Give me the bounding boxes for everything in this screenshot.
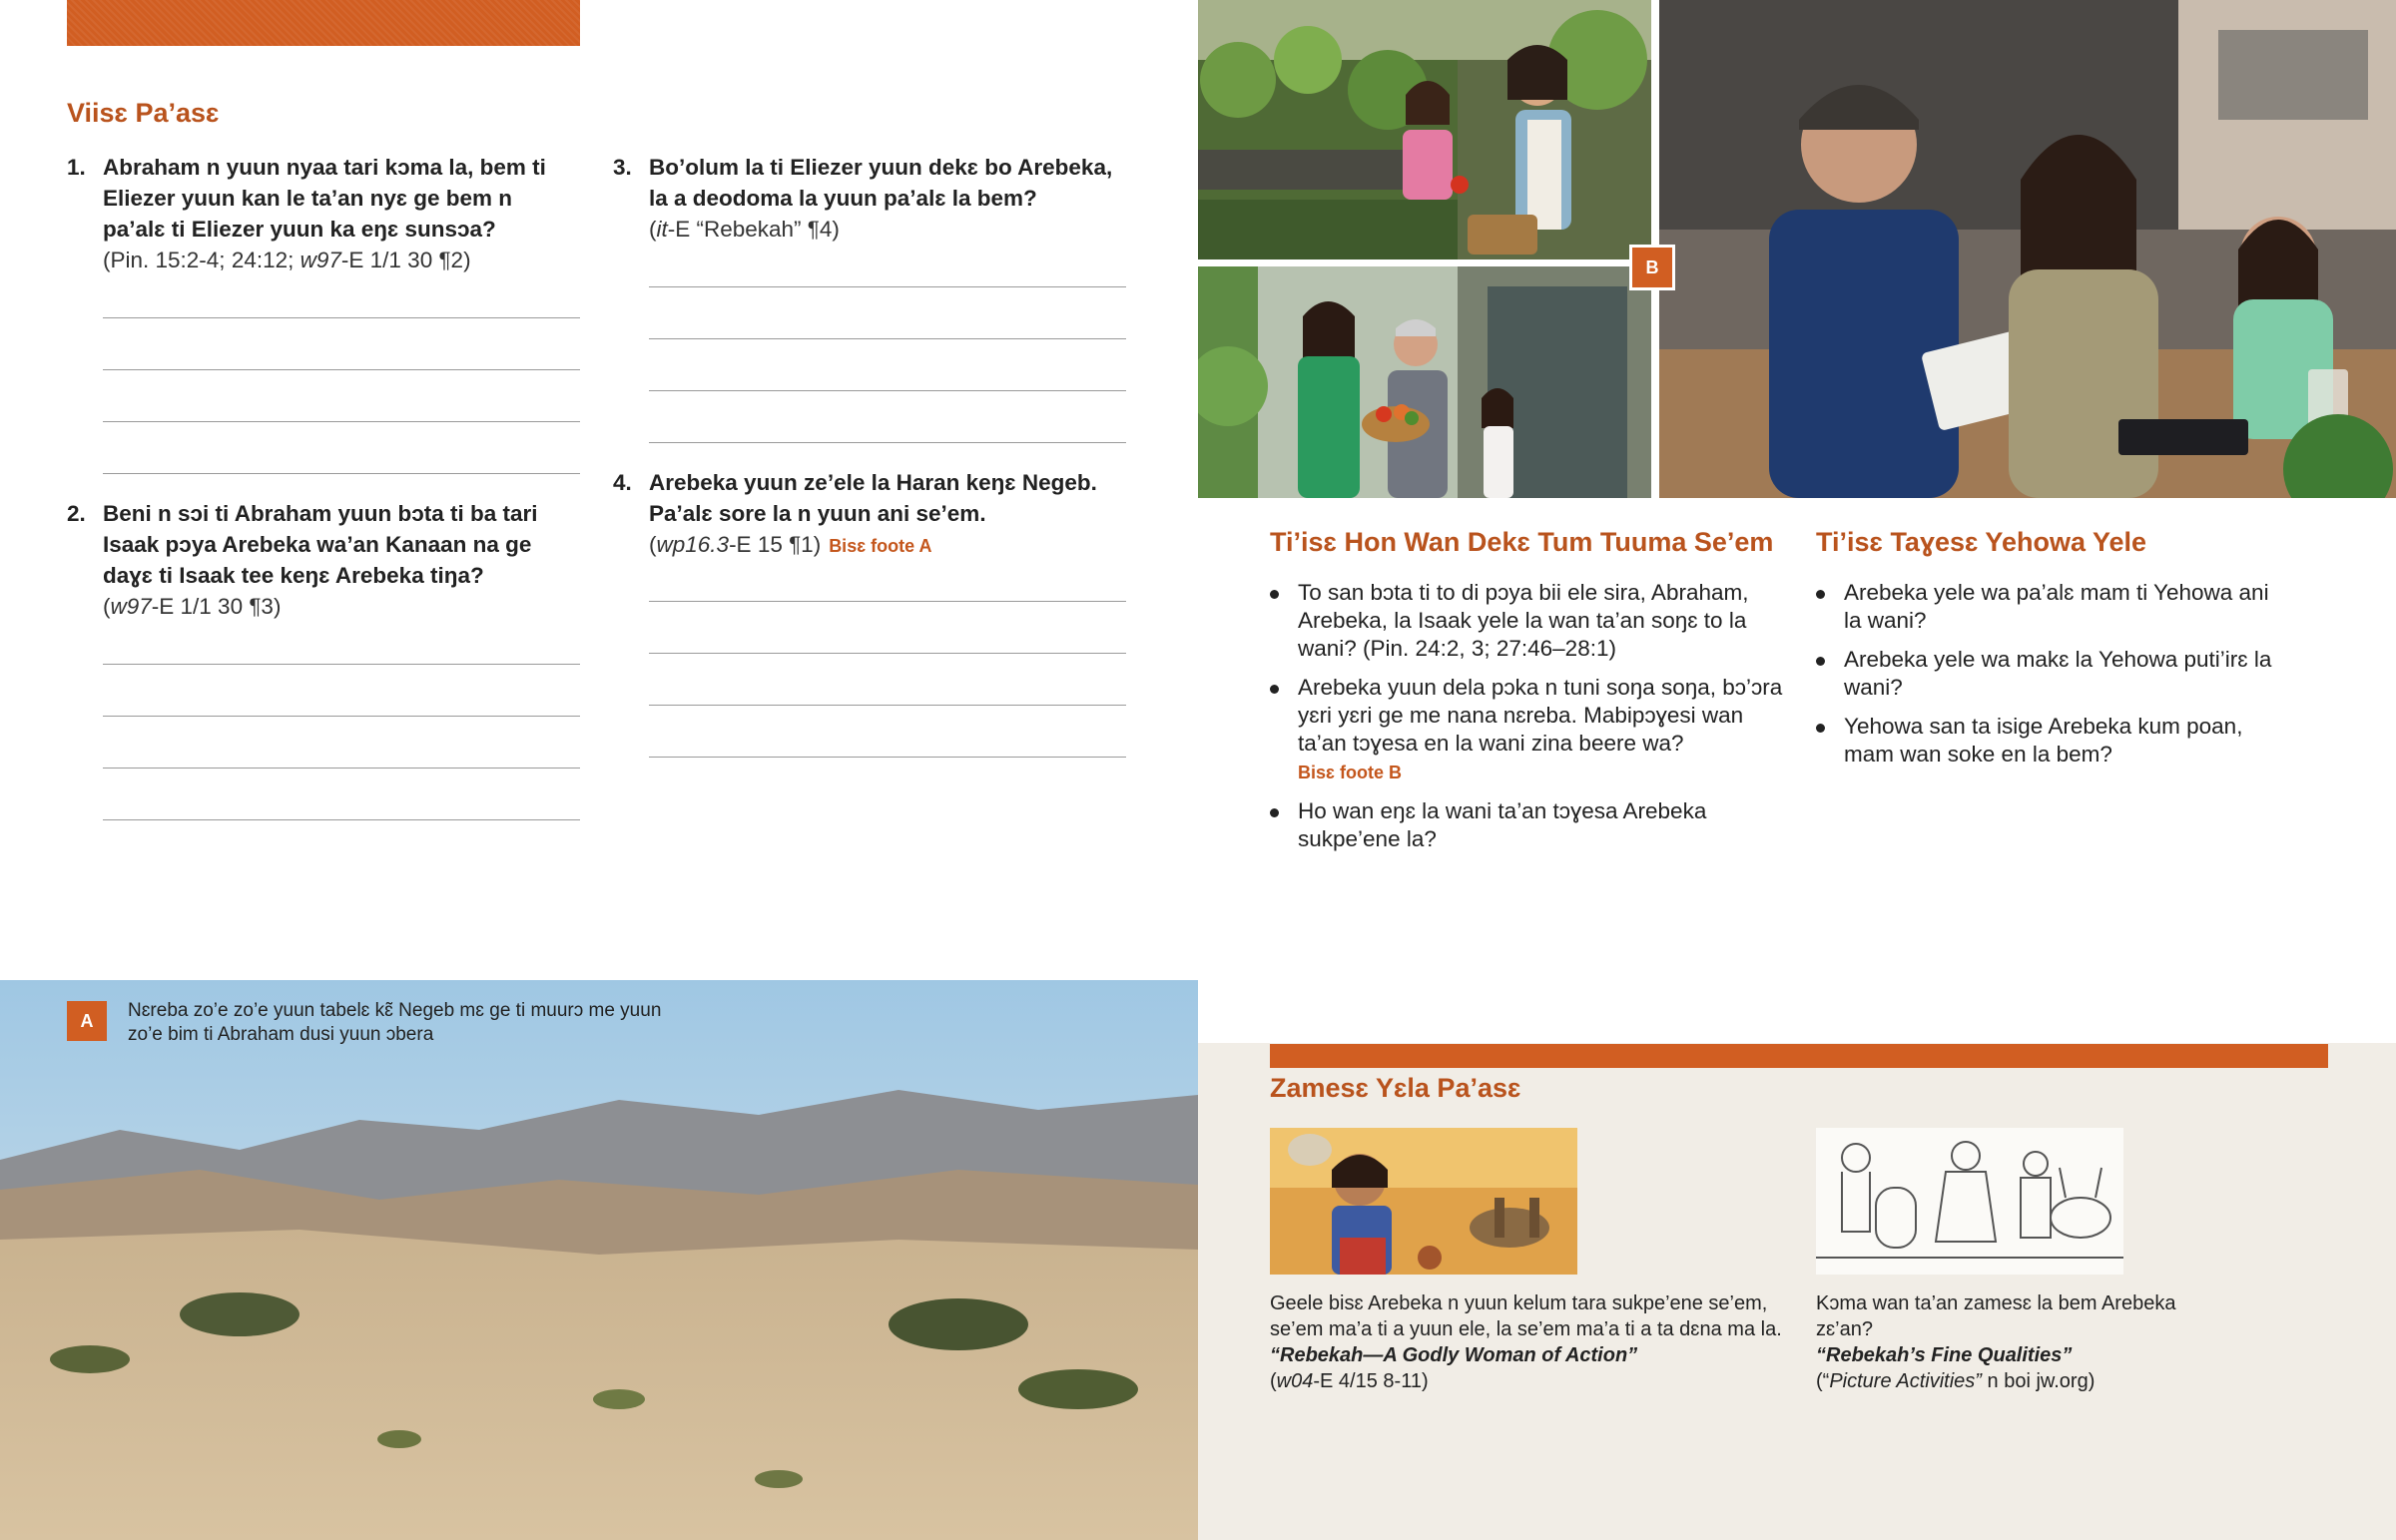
discussion-list: [1270, 579, 1789, 864]
coloring-page-illustration: [1816, 1128, 2123, 1275]
list-item: Ho wan eŋɛ la wani ta’an tɔɣesa Arebeka sukpe’ene la?: [1270, 797, 1789, 853]
doorway-illustration: [1198, 266, 1651, 498]
research-item-2: [1816, 1290, 2235, 1394]
learn-list: [1816, 579, 2285, 779]
research-accent-bar: [1270, 1044, 2328, 1068]
answer-line[interactable]: [649, 286, 1126, 287]
question-text: Arebeka yuun ze’ele la Haran keŋɛ Negeb. Pa’alɛ sore la n yuun ani se’em.: [649, 470, 1097, 526]
answer-line[interactable]: [649, 442, 1126, 443]
research-reference: (w04-E 4/15 8-11): [1270, 1370, 1429, 1392]
research-article-title[interactable]: “Rebekah—A Godly Woman of Action”: [1270, 1344, 1638, 1366]
question-number: 4.: [613, 470, 632, 495]
list-item: To san bɔta ti to di pɔya bii ele sira, Abraham, Arebeka, la Isaak yele la wan ta’an soŋɛ to la wani? (Pin. 24:2, 3; 27:46–28:1): [1270, 579, 1789, 663]
section-title-research: Zamesɛ Yɛla Pa’asɛ: [1270, 1073, 1521, 1103]
answer-line[interactable]: [649, 705, 1126, 706]
answer-line[interactable]: [649, 601, 1126, 602]
research-item-1: [1270, 1290, 1789, 1394]
answer-line[interactable]: [649, 757, 1126, 758]
photo-grandmother-doorway: [1198, 266, 1651, 498]
answer-line[interactable]: [649, 390, 1126, 391]
research-description: Geele bisɛ Arebeka n yuun kelum tara sukpe’ene se’em, se’em ma’a ti a yuun ele, la se’em ma’a ti a ta dɛna ma la.: [1270, 1292, 1782, 1340]
question-4: [613, 467, 1132, 562]
thumbnail-picture-activity[interactable]: [1816, 1128, 2123, 1275]
see-picture-b-link[interactable]: Bisɛ foote B: [1298, 763, 1402, 782]
question-reference: (it-E “Rebekah” ¶4): [649, 217, 840, 242]
question-text: Beni n sɔi ti Abraham yuun bɔta ti ba tari Isaak pɔya Arebeka wa’an Kanaan na ge daɣɛ ti Isaak tee keŋɛ Arebeka tiŋa?: [103, 501, 538, 588]
list-item: Arebeka yuun dela pɔka n tuni soŋa soŋa, bɔ’ɔra yɛri yɛri ge me nana nɛreba. Mabipɔɣesi wan ta’an tɔɣesa en la wani zina beere wa? Bisɛ foote B: [1270, 674, 1789, 786]
question-reference: (w97-E 1/1 30 ¶3): [103, 594, 282, 619]
photo-garden-mother-daughter: [1198, 0, 1651, 259]
question-2: [67, 498, 566, 622]
garden-illustration: [1198, 0, 1651, 259]
question-3: [613, 152, 1132, 245]
section-title-review: Viisɛ Pa’asɛ: [67, 98, 220, 128]
question-number: 2.: [67, 501, 86, 526]
question-number: 1.: [67, 155, 86, 180]
answer-line[interactable]: [103, 317, 580, 318]
answer-line[interactable]: [649, 338, 1126, 339]
question-reference: (Pin. 15:2-4; 24:12; w97-E 1/1 30 ¶2): [103, 248, 471, 272]
list-item: Arebeka yele wa makɛ la Yehowa puti’irɛ la wani?: [1816, 646, 2285, 702]
answer-line[interactable]: [103, 716, 580, 717]
question-1: [67, 152, 566, 275]
answer-line[interactable]: [103, 369, 580, 370]
section-title-learn-jehovah: Ti’isɛ Taɣesɛ Yehowa Yele: [1816, 527, 2147, 557]
picture-label-b: B: [1629, 245, 1675, 290]
photo-negeb-desert: [0, 980, 1198, 1540]
answer-line[interactable]: [649, 653, 1126, 654]
list-item: Yehowa san ta isige Arebeka kum poan, mam wan soke en la bem?: [1816, 713, 2285, 769]
list-item: Arebeka yele wa pa’alɛ mam ti Yehowa ani la wani?: [1816, 579, 2285, 635]
desert-landscape-illustration: [0, 980, 1198, 1540]
answer-line[interactable]: [103, 768, 580, 769]
question-number: 3.: [613, 155, 632, 180]
photo-a-caption: Nɛreba zo’e zo’e yuun tabelɛ kɛ̃ Negeb mɛ ge ti muurɔ me yuun zo’e bim ti Abraham dusi yuun ɔbera: [128, 1000, 662, 1045]
answer-line[interactable]: [103, 819, 580, 820]
research-reference: (“Picture Activities” n boi jw.org): [1816, 1370, 2096, 1392]
answer-line[interactable]: [103, 473, 580, 474]
rebekah-at-well-illustration: [1270, 1128, 1577, 1275]
family-table-illustration: [1659, 0, 2396, 498]
answer-line[interactable]: [103, 664, 580, 665]
research-article-title[interactable]: “Rebekah’s Fine Qualities”: [1816, 1344, 2073, 1366]
answer-line[interactable]: [103, 421, 580, 422]
question-text: Abraham n yuun nyaa tari kɔma la, bem ti Eliezer yuun kan le ta’an nyɛ ge bem n pa’alɛ ti Eliezer yuun ka eŋɛ sunsɔa?: [103, 155, 546, 242]
decorative-orange-band: [67, 0, 580, 46]
picture-label-a: A: [67, 1001, 107, 1041]
research-description: Kɔma wan ta’an zamesɛ la bem Arebeka zɛ’an?: [1816, 1292, 2176, 1340]
question-text: Bo’olum la ti Eliezer yuun dekɛ bo Arebeka, la a deodoma la yuun pa’alɛ la bem?: [649, 155, 1113, 211]
section-title-discussion: Ti’isɛ Hon Wan Dekɛ Tum Tuuma Se’em: [1270, 527, 1774, 557]
question-reference: (wp16.3-E 15 ¶1) Bisɛ foote A: [649, 532, 932, 557]
see-picture-a-link[interactable]: Bisɛ foote A: [829, 536, 932, 556]
photo-family-at-table: [1659, 0, 2396, 498]
thumbnail-rebekah-article[interactable]: [1270, 1128, 1577, 1275]
